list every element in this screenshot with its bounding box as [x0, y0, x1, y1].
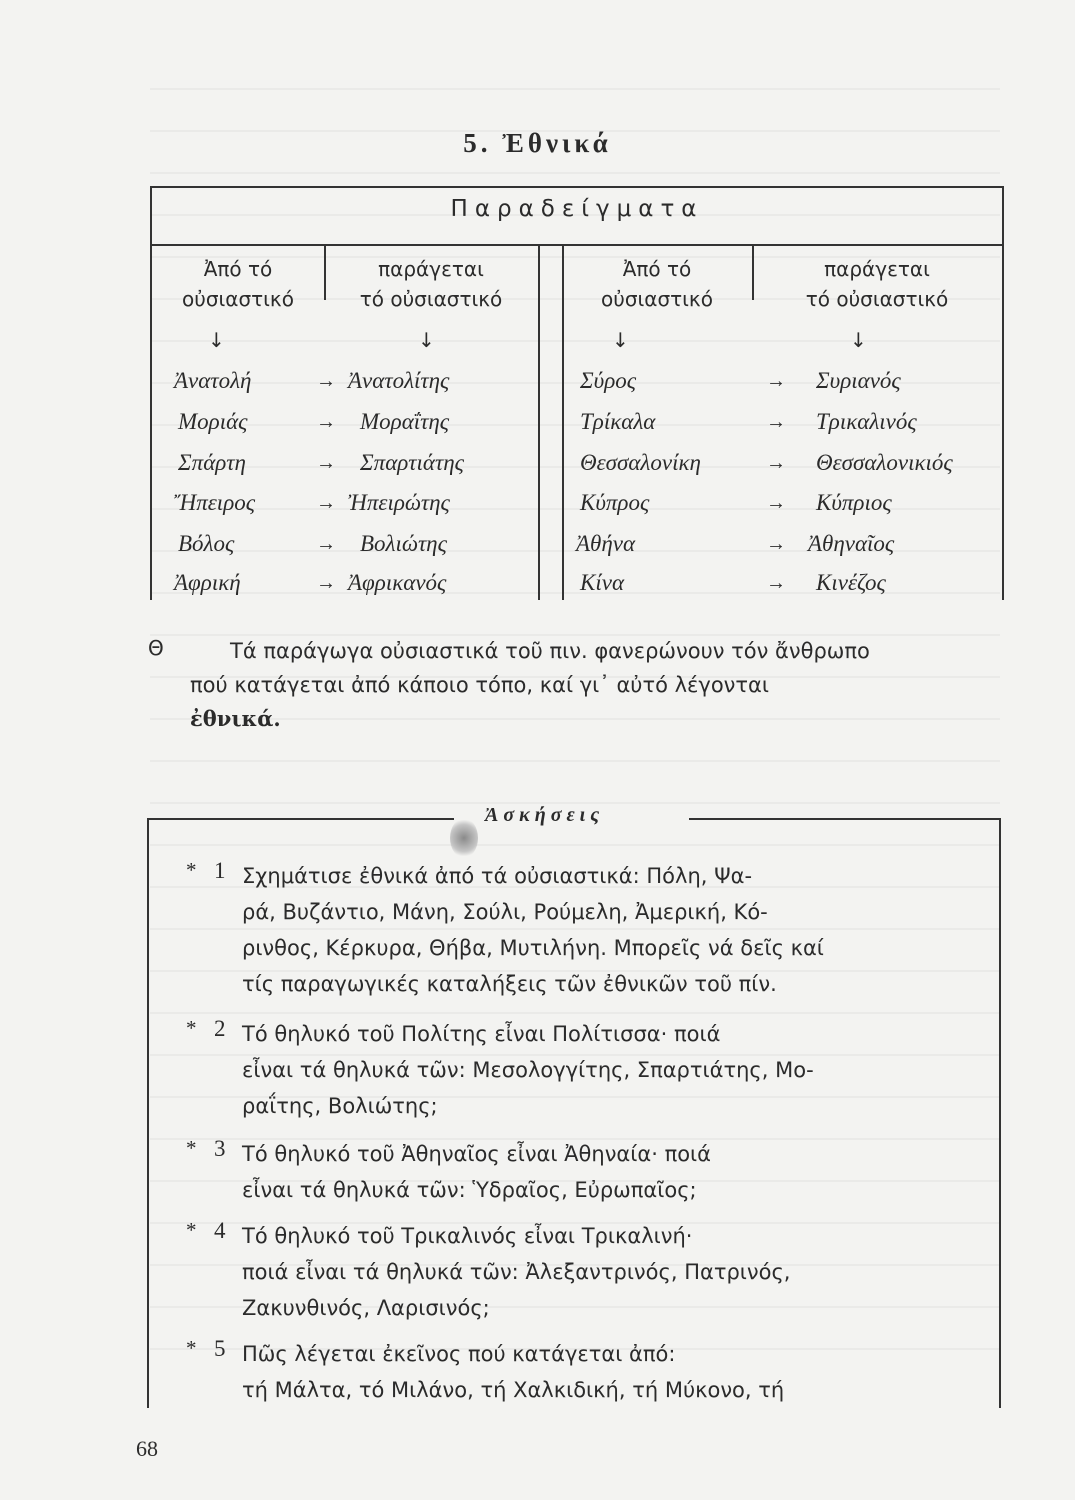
base-noun: Κύπρος — [580, 490, 650, 515]
derived-noun: Κύπριος — [816, 490, 892, 515]
exercise-number: 2 — [214, 1016, 226, 1041]
right-arrow-icon: → — [316, 452, 336, 474]
derived-noun: Συριανός — [816, 368, 901, 393]
derived-noun: Σπαρτιάτης — [360, 450, 464, 475]
base-noun: Μοριάς — [178, 409, 248, 434]
derived-noun: Ἀθηναῖος — [808, 531, 895, 556]
derived-noun: Ἠπειρώτης — [348, 490, 450, 515]
note-theta-icon: Θ — [148, 636, 164, 660]
column-header-from: Ἀπό τό οὐσιαστικό — [601, 257, 713, 311]
right-arrow-icon: → — [766, 411, 786, 433]
table-divider — [152, 244, 1002, 246]
star-icon: * — [186, 858, 197, 882]
derived-noun: Μοραΐτης — [360, 409, 450, 434]
column-header-from: Ἀπό τό οὐσιαστικό — [182, 257, 294, 311]
exercise-number: 4 — [214, 1218, 226, 1243]
down-arrow-icon: ↓ — [208, 328, 225, 352]
right-arrow-icon: → — [766, 492, 786, 514]
star-icon: * — [186, 1136, 197, 1160]
right-arrow-icon: → — [316, 370, 336, 392]
textbook-page: 5. Ἐθνικά Παραδείγματα Ἀπό τό οὐσιαστικό παράγεται τό οὐσιαστικό Ἀπό τό οὐσιαστικό παράγεται τό οὐσιαστικό ↓ ↓ ↓ ↓ Ἀνατολή → Ἀνατολίτης Μοριάς → Μοραΐτης Σπάρτη → Σπαρτιάτης Ἤπειρος → Ἠπειρώτης Βόλος → Βολιώτης Ἀφρική → Ἀφρικανός Σύρος → Συριανός Τρίκαλα → Τρικαλινός Θεσσαλονίκη → Θεσσαλονικιός Κύπρος → Κύπριος Ἀθήνα → Ἀθηναῖος Κίνα → Κινέζος Θ Τά παράγωγα οὐσιαστικά τοῦ πιν. φανερώνουν τόν ἄνθρωπο πού κατάγεται ἀπό κάποιο τόπο, καί γι᾿ αὐτό λέγονται ἐθνικά. Ἀσκήσεις * 1 Σχημάτισε ἐθνικά ἀπό τά οὐσιαστικά: Πόλη, Ψα- ρά, Βυζάντιο, Μάνη, Σούλι, Ρούμελη, Ἀμερική, Κό- ρινθος, Κέρκυρα, Θήβα, Μυτιλήνη. Μπορεῖς νά δεῖς καί τίς παραγωγικές καταλήξεις τῶν ἐθνικῶν τοῦ πίν. * 2 Τό θηλυκό τοῦ Πολίτης εἶναι Πολίτισσα· ποιά εἶναι τά θηλυκά τῶν: Μεσολογγίτης, Σπαρτιάτης, Μο- ραΐτης, Βολιώτης; * 3 Τό θηλυκό τοῦ Ἀθηναῖος εἶναι Ἀθηναία· ποιά εἶναι τά θηλυκά τῶν: Ὑδραῖος, Εὐρωπαῖος; * 4 Τό θηλυκό τοῦ Τρικαλινός εἶναι Τρικαλινή· ποιά εἶναι τά θηλυκά τῶν: Ἀλεξαντρινός, Πατρινός, Ζακυνθινός, Λαρισινός; * 5 Πῶς λέγεται ἐκεῖνος πού κατάγεται ἀπό: τή Μάλτα, τό Μιλάνο, τή Χαλκιδική, τή Μύκονο, τή 68 — [0, 0, 1075, 1500]
table-header: Παραδείγματα — [450, 196, 704, 222]
exercise-number: 3 — [214, 1136, 226, 1161]
star-icon: * — [186, 1016, 197, 1040]
right-arrow-icon: → — [766, 452, 786, 474]
right-arrow-icon: → — [766, 533, 786, 555]
base-noun: Ἀθήνα — [576, 531, 636, 556]
star-icon: * — [186, 1218, 197, 1242]
examples-table — [150, 186, 1004, 600]
exercises-title: Ἀσκήσεις — [485, 804, 605, 826]
base-noun: Σύρος — [580, 368, 637, 393]
derived-noun: Ἀνατολίτης — [348, 368, 450, 393]
base-noun: Ἀνατολή — [174, 368, 252, 393]
base-noun: Σπάρτη — [178, 450, 246, 475]
derived-noun: Ἀφρικανός — [348, 570, 447, 595]
right-arrow-icon: → — [316, 572, 336, 594]
column-header-derived: παράγεται τό οὐσιαστικό — [805, 257, 949, 311]
base-noun: Τρίκαλα — [580, 409, 656, 434]
right-arrow-icon: → — [316, 411, 336, 433]
exercise-number: 5 — [214, 1336, 226, 1361]
down-arrow-icon: ↓ — [612, 328, 629, 352]
section-title: 5. Ἐθνικά — [463, 128, 612, 158]
base-noun: Ἀφρική — [174, 570, 241, 595]
base-noun: Κίνα — [580, 570, 625, 595]
derived-noun: Βολιώτης — [360, 531, 447, 556]
derived-noun: Τρικαλινός — [816, 409, 917, 434]
explanatory-note: Τά παράγωγα οὐσιαστικά τοῦ πιν. φανερώνουν τόν ἄνθρωπο πού κατάγεται ἀπό κάποιο τόπο, καί γι᾿ αὐτό λέγονται ἐθνικά. — [190, 639, 870, 731]
derived-noun: Θεσσαλονικιός — [816, 450, 953, 475]
base-noun: Βόλος — [178, 531, 235, 556]
column-header-derived: παράγεται τό οὐσιαστικό — [359, 257, 503, 311]
star-icon: * — [186, 1336, 197, 1360]
down-arrow-icon: ↓ — [418, 328, 435, 352]
right-arrow-icon: → — [316, 492, 336, 514]
base-noun: Ἤπειρος — [174, 490, 256, 515]
derived-noun: Κινέζος — [816, 570, 886, 595]
right-arrow-icon: → — [766, 370, 786, 392]
right-arrow-icon: → — [766, 572, 786, 594]
down-arrow-icon: ↓ — [850, 328, 867, 352]
base-noun: Θεσσαλονίκη — [580, 450, 701, 475]
right-arrow-icon: → — [316, 533, 336, 555]
column-divider — [538, 244, 540, 600]
exercise-number: 1 — [214, 858, 226, 883]
page-number: 68 — [136, 1436, 158, 1461]
ink-smudge — [450, 818, 478, 858]
